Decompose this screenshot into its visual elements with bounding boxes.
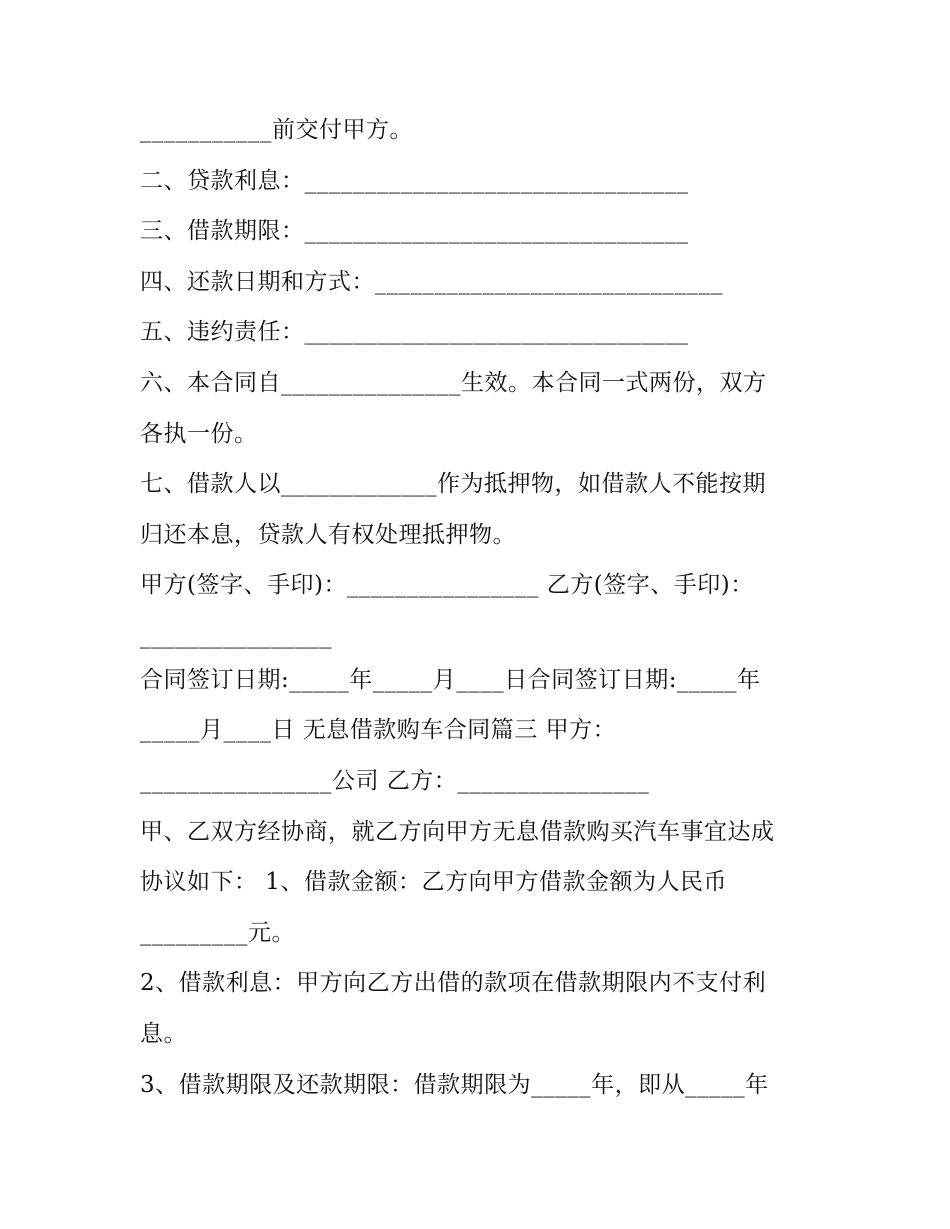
text-line: 甲方(签字、手印)：________________ 乙方(签字、手印)： xyxy=(140,572,754,598)
text-line: _________元。 xyxy=(140,920,295,946)
text-line: 三、借款期限：________________________________ xyxy=(140,218,689,244)
text-line: 七、借款人以_____________作为抵押物，如借款人不能按期 xyxy=(140,471,766,497)
text-line: _____月____日 无息借款购车合同篇三 甲方： xyxy=(140,717,617,743)
text-line: 协议如下： 1、借款金额：乙方向甲方借款金额为人民币 xyxy=(140,869,727,895)
text-line: ________________ xyxy=(140,623,332,649)
text-line: ___________前交付甲方。 xyxy=(140,117,413,143)
text-line: ________________公司 乙方：________________ xyxy=(140,768,650,794)
text-line: 甲、乙双方经协商，就乙方向甲方无息借款购买汽车事宜达成 xyxy=(140,819,775,845)
text-line: 各执一份。 xyxy=(140,421,258,447)
text-line: 息。 xyxy=(140,1021,187,1047)
text-line: 五、违约责任：________________________________ xyxy=(140,319,689,345)
text-line: 四、还款日期和方式：_____________________________ xyxy=(140,269,723,295)
text-line: 归还本息，贷款人有权处理抵押物。 xyxy=(140,522,516,548)
text-line: 二、贷款利息：________________________________ xyxy=(140,168,689,194)
text-line: 3、借款期限及还款期限：借款期限为_____年，即从_____年 xyxy=(140,1072,769,1098)
text-line: 2、借款利息：甲方向乙方出借的款项在借款期限内不支付利 xyxy=(140,970,767,996)
text-line: 合同签订日期:_____年_____月____日合同签订日期:_____年 xyxy=(140,667,761,693)
text-line: 六、本合同自_______________生效。本合同一式两份，双方 xyxy=(140,370,767,396)
